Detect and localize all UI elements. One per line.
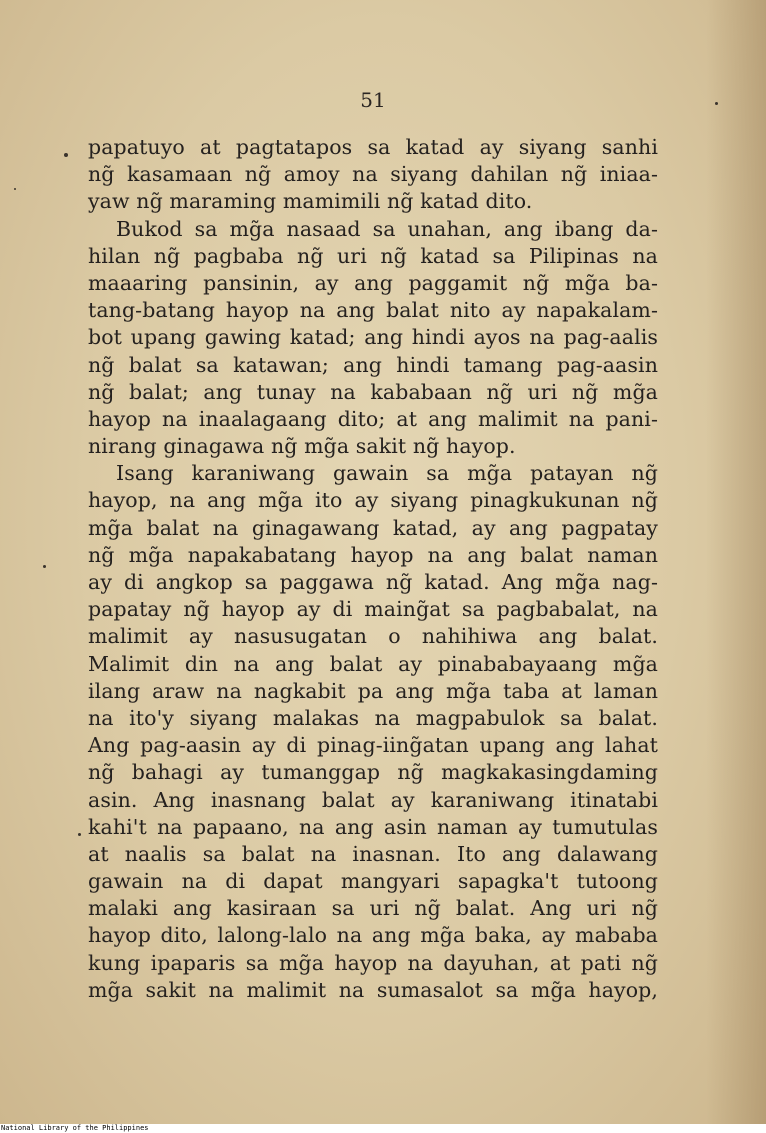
text-line: yaw ng̃ maraming mamimili ng̃ katad dito. <box>88 189 533 214</box>
text-line: ng̃ bahagi ay tumanggap ng̃ magkakasingdaming <box>88 760 658 785</box>
text-line: malimit ay nasusugatan o nahihiwa ang balat. <box>88 624 658 649</box>
text-line: kahi't na papaano, na ang asin naman ay tumutulas <box>88 814 658 839</box>
page-edge-shadow <box>706 0 766 1124</box>
ink-speck <box>43 565 46 568</box>
text-line: nirang ginagawa ng̃ mg̃a sakit ng̃ hayop. <box>88 434 516 459</box>
text-line: gawain na di dapat mangyari sapagka't tutoong <box>88 869 658 894</box>
text-line: asin. Ang inasnang balat ay karaniwang itinatabi <box>88 787 658 812</box>
text-line: ng̃ mg̃a napakabatang hayop na ang balat naman <box>88 542 658 567</box>
text-line: kung ipaparis sa mg̃a hayop na dayuhan, at pati ng̃ <box>88 950 658 975</box>
text-line: ng̃ kasamaan ng̃ amoy na siyang dahilan ng̃ iniaa- <box>88 162 658 187</box>
text-line: papatay ng̃ hayop ay di maing̃at sa pagbabalat, na <box>88 597 658 622</box>
library-credit: National Library of the Philippines <box>1 1124 149 1132</box>
text-line: bot upang gawing katad; ang hindi ayos na pag-aalis <box>88 325 658 350</box>
text-line: ilang araw na nagkabit pa ang mg̃a taba at laman <box>88 678 658 703</box>
text-line: Bukod sa mg̃a nasaad sa unahan, ang ibang da- <box>116 216 658 241</box>
text-line: ng̃ balat; ang tunay na kababaan ng̃ uri ng̃ mg̃a <box>88 379 658 404</box>
text-line: tang-batang hayop na ang balat nito ay napakalam- <box>88 298 658 323</box>
text-line: ng̃ balat sa katawan; ang hindi tamang pag-aasin <box>88 352 658 377</box>
text-line: mg̃a balat na ginagawang katad, ay ang pagpatay <box>88 515 658 540</box>
text-line: hayop dito, lalong-lalo na ang mg̃a baka, ay mababa <box>88 923 658 948</box>
body-text <box>88 134 658 1004</box>
text-line: Malimit din na ang balat ay pinababayaang mg̃a <box>88 651 658 676</box>
text-line: malaki ang kasiraan sa uri ng̃ balat. Ang uri ng̃ <box>88 896 658 921</box>
text-line: Isang karaniwang gawain sa mg̃a patayan ng̃ <box>116 461 658 486</box>
ink-speck <box>64 153 68 157</box>
text-line: ay di angkop sa paggawa ng̃ katad. Ang mg̃a nag- <box>88 570 658 594</box>
ink-speck <box>715 102 718 105</box>
text-line: papatuyo at pagtatapos sa katad ay siyang sanhi <box>88 135 658 159</box>
text-line: na ito'y siyang malakas na magpabulok sa balat. <box>88 705 658 730</box>
page-number: 51 <box>360 88 386 112</box>
text-line: hilan ng̃ pagbaba ng̃ uri ng̃ katad sa Pilipinas na <box>88 243 658 268</box>
text-line: hayop na inaalagaang dito; at ang malimit na pani- <box>88 406 658 431</box>
ink-speck <box>14 188 16 190</box>
text-line: Ang pag-aasin ay di pinag-iing̃atan upang ang lahat <box>88 733 658 758</box>
text-line: at naalis sa balat na inasnan. Ito ang dalawang <box>88 841 658 866</box>
text-line: hayop, na ang mg̃a ito ay siyang pinagkukunan ng̃ <box>88 488 658 513</box>
text-line: maaaring pansinin, ay ang paggamit ng̃ mg̃a ba- <box>88 270 658 295</box>
text-line: mg̃a sakit na malimit na sumasalot sa mg̃a hayop, <box>88 977 658 1002</box>
ink-speck <box>78 833 81 836</box>
